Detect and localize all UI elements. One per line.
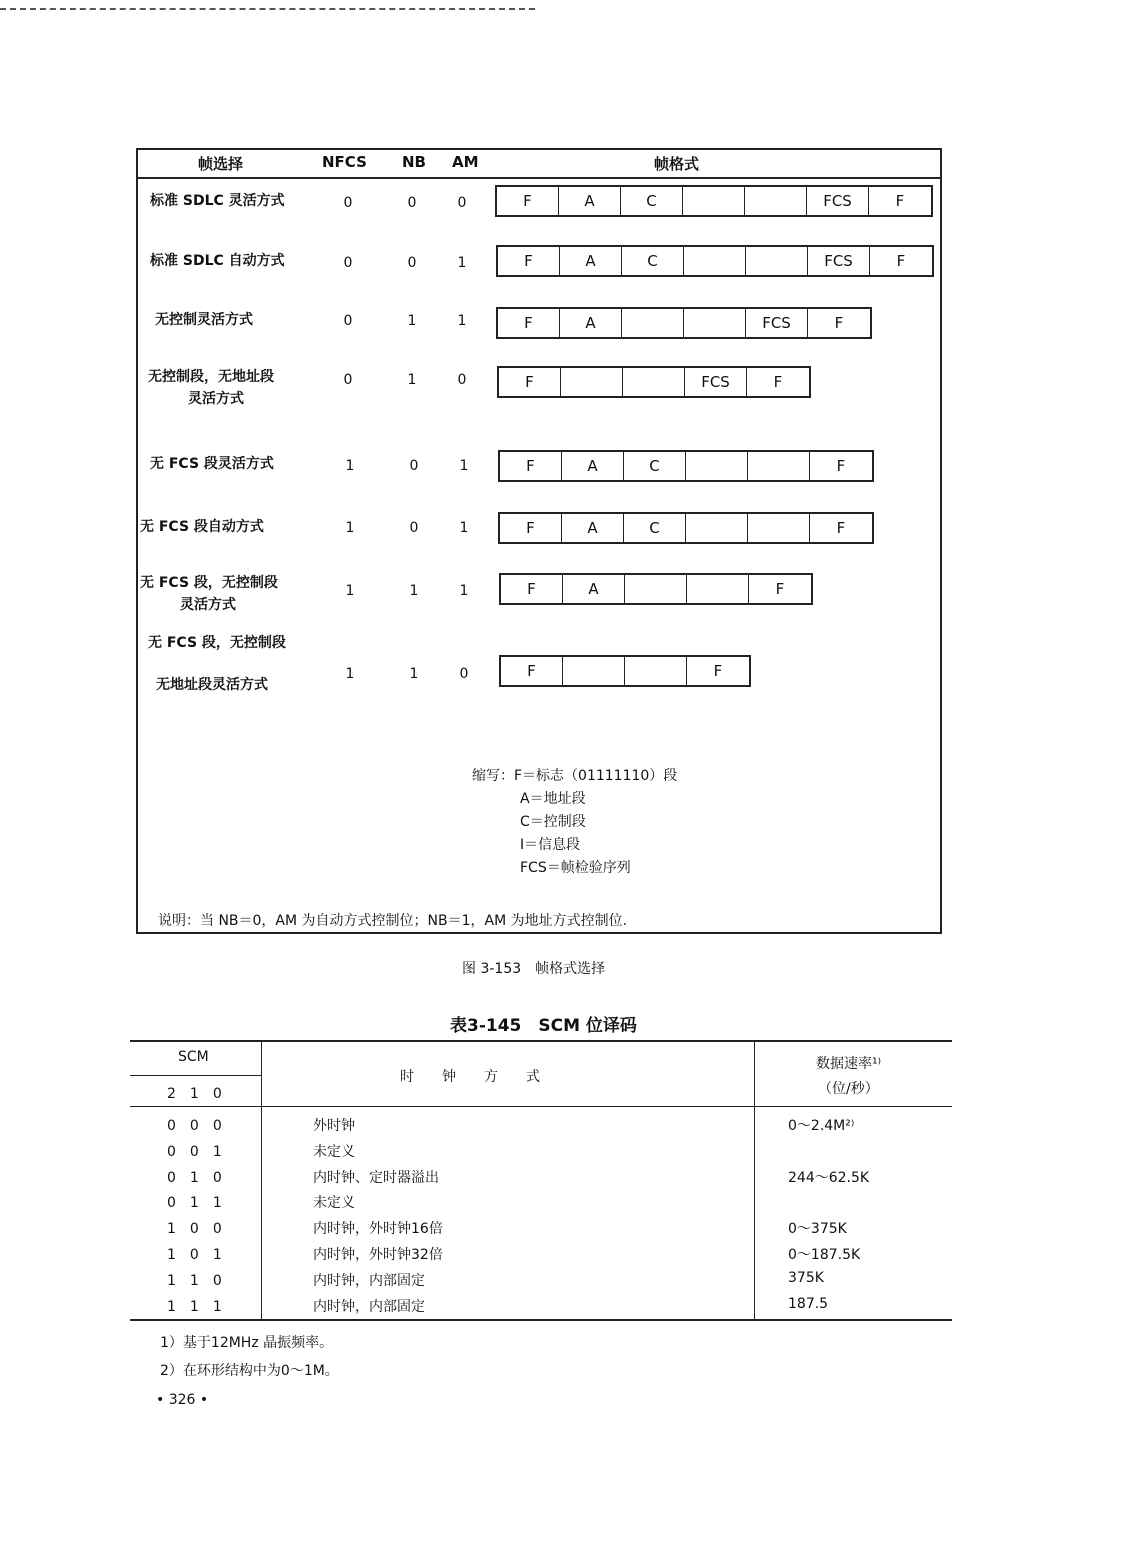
frame-row-nb-value: 0	[409, 520, 419, 536]
frame-field	[745, 187, 807, 215]
frame-format-diagram	[499, 573, 813, 605]
frame-field: F	[775, 580, 785, 598]
table-cell-mode: 内时钟，外时钟32倍	[313, 1247, 443, 1263]
header-nb: NB	[402, 153, 426, 171]
frame-field	[748, 514, 810, 542]
frame-format-diagram	[498, 450, 874, 482]
frame-field	[684, 247, 746, 275]
th-rate-unit: （位/秒）	[818, 1081, 879, 1097]
frame-row-label: 无控制灵活方式	[155, 312, 253, 328]
frame-row-nfcs-value: 0	[343, 195, 353, 211]
frame-field: A	[559, 187, 621, 215]
scm-sub-rule	[130, 1075, 261, 1076]
table-cell-mode: 内时钟、定时器溢出	[313, 1170, 439, 1186]
frame-field	[623, 368, 685, 396]
header-am: AM	[452, 153, 479, 171]
frame-row-nb-value: 0	[409, 458, 419, 474]
table-cell-bits: 1 1 0	[167, 1273, 222, 1289]
frame-row-label: 灵活方式	[180, 597, 236, 613]
frame-row-nb-value: 1	[409, 583, 419, 599]
table-cell-mode: 内时钟，外时钟16倍	[313, 1221, 443, 1237]
frame-field: A	[562, 514, 624, 542]
legend-item: A＝地址段	[520, 791, 586, 807]
table-top-rule	[130, 1040, 952, 1042]
frame-field	[563, 657, 625, 685]
frame-row-nb-value: 0	[407, 195, 417, 211]
frame-row-label: 无 FCS 段，无控制段	[148, 635, 286, 651]
frame-row-nfcs-value: 0	[343, 255, 353, 271]
frame-row-am-value: 0	[459, 666, 469, 682]
frame-field	[622, 309, 684, 337]
frame-row-label: 灵活方式	[188, 391, 244, 407]
frame-row-label: 无 FCS 段，无控制段	[140, 575, 278, 591]
table-cell-bits: 1 0 1	[167, 1247, 222, 1263]
frame-row-nfcs-value: 1	[345, 458, 355, 474]
frame-field: F	[895, 192, 905, 210]
frame-field	[561, 368, 623, 396]
table-bottom-rule	[130, 1319, 952, 1321]
th-clock-mode: 时 钟 方 式	[400, 1069, 540, 1085]
frame-field	[625, 575, 687, 603]
table-cell-rate: 244～62.5K	[788, 1170, 870, 1186]
frame-row-nfcs-value: 0	[343, 372, 353, 388]
frame-field: F	[836, 519, 846, 537]
table-cell-bits: 0 1 1	[167, 1195, 222, 1211]
table-cell-bits: 1 0 0	[167, 1221, 222, 1237]
frame-row-label: 无控制段，无地址段	[148, 369, 274, 385]
table-cell-rate: 0～187.5K	[788, 1247, 861, 1263]
table-cell-mode: 外时钟	[313, 1118, 355, 1134]
header-frame-select: 帧选择	[198, 155, 244, 173]
table-col-divider	[261, 1040, 262, 1319]
table-cell-mode: 内时钟，内部固定	[313, 1299, 425, 1315]
frame-row-nfcs-value: 1	[345, 666, 355, 682]
figure-note: 说明：当 NB＝0，AM 为自动方式控制位；NB＝1，AM 为地址方式控制位.	[158, 913, 628, 929]
frame-field: C	[624, 514, 686, 542]
frame-field	[746, 247, 808, 275]
table-title: 表3-145 SCM 位译码	[450, 1016, 637, 1036]
frame-field: A	[560, 309, 622, 337]
frame-row-nb-value: 1	[409, 666, 419, 682]
table-cell-rate: 375K	[788, 1270, 824, 1286]
footnote: 1）基于12MHz 晶振频率。	[160, 1335, 334, 1351]
frame-row-nb-value: 1	[407, 372, 417, 388]
frame-format-diagram	[497, 366, 811, 398]
frame-format-diagram	[499, 655, 751, 687]
frame-field: F	[834, 314, 844, 332]
figure-caption: 图 3-153 帧格式选择	[462, 961, 606, 977]
frame-field	[684, 309, 746, 337]
frame-field: F	[497, 187, 559, 215]
legend	[472, 765, 677, 880]
frame-row-am-value: 1	[457, 255, 467, 271]
table-header-rule	[130, 1106, 952, 1107]
table-cell-rate: 0～2.4M²⁾	[788, 1118, 855, 1134]
frame-field: F	[713, 662, 723, 680]
frame-row-am-value: 0	[457, 195, 467, 211]
th-bits: 2 1 0	[167, 1086, 222, 1102]
table-cell-rate: 0～375K	[788, 1221, 847, 1237]
frame-field: F	[501, 657, 563, 685]
frame-field: C	[622, 247, 684, 275]
legend-item: FCS＝帧检验序列	[520, 860, 631, 876]
frame-row-label: 无 FCS 段自动方式	[140, 519, 264, 535]
frame-field: C	[624, 452, 686, 480]
frame-field: F	[501, 575, 563, 603]
frame-row-am-value: 1	[457, 313, 467, 329]
table-cell-bits: 1 1 1	[167, 1299, 222, 1315]
frame-field: A	[560, 247, 622, 275]
frame-field: FCS	[746, 309, 808, 337]
table-cell-mode: 未定义	[313, 1144, 355, 1160]
frame-field: FCS	[685, 368, 747, 396]
table-cell-mode: 未定义	[313, 1195, 355, 1211]
frame-row-label: 无地址段灵活方式	[156, 677, 268, 693]
frame-row-label: 无 FCS 段灵活方式	[150, 456, 274, 472]
frame-row-am-value: 0	[457, 372, 467, 388]
frame-field: A	[563, 575, 625, 603]
page-number: • 326 •	[156, 1392, 209, 1408]
frame-field	[683, 187, 745, 215]
frame-field	[686, 452, 748, 480]
frame-row-nfcs-value: 1	[345, 583, 355, 599]
header-frame-format: 帧格式	[654, 155, 700, 173]
frame-format-diagram	[495, 185, 933, 217]
frame-row-am-value: 1	[459, 458, 469, 474]
top-dashed-rule	[0, 8, 535, 10]
frame-field: FCS	[808, 247, 870, 275]
figure-header-divider	[136, 177, 942, 179]
frame-field: F	[773, 373, 783, 391]
frame-field	[687, 575, 749, 603]
table-cell-rate: 187.5	[788, 1296, 829, 1312]
footnote: 2）在环形结构中为0～1M。	[160, 1363, 339, 1379]
table-cell-bits: 0 0 0	[167, 1118, 222, 1134]
legend-item: 缩写：F＝标志（01111110）段	[472, 768, 678, 784]
frame-row-am-value: 1	[459, 520, 469, 536]
frame-field	[748, 452, 810, 480]
frame-field: F	[500, 514, 562, 542]
frame-row-nfcs-value: 1	[345, 520, 355, 536]
frame-row-label: 标准 SDLC 灵活方式	[150, 193, 285, 209]
frame-field: FCS	[807, 187, 869, 215]
frame-row-am-value: 1	[459, 583, 469, 599]
legend-item: I＝信息段	[520, 837, 581, 853]
frame-field: A	[562, 452, 624, 480]
frame-field	[686, 514, 748, 542]
table-cell-bits: 0 1 0	[167, 1170, 222, 1186]
th-scm: SCM	[178, 1049, 209, 1065]
legend-item: C＝控制段	[520, 814, 586, 830]
frame-field: F	[499, 368, 561, 396]
frame-format-diagram	[496, 307, 872, 339]
table-cell-mode: 内时钟，内部固定	[313, 1273, 425, 1289]
frame-row-nb-value: 0	[407, 255, 417, 271]
frame-field: C	[621, 187, 683, 215]
frame-field: F	[498, 309, 560, 337]
frame-row-nb-value: 1	[407, 313, 417, 329]
header-nfcs: NFCS	[322, 153, 367, 171]
frame-format-diagram	[498, 512, 874, 544]
frame-row-nfcs-value: 0	[343, 313, 353, 329]
frame-field: F	[498, 247, 560, 275]
frame-field: F	[896, 252, 906, 270]
table-cell-bits: 0 0 1	[167, 1144, 222, 1160]
table-col-divider	[754, 1040, 755, 1319]
frame-field	[625, 657, 687, 685]
frame-format-diagram	[496, 245, 934, 277]
frame-field: F	[836, 457, 846, 475]
frame-field: F	[500, 452, 562, 480]
frame-row-label: 标准 SDLC 自动方式	[150, 253, 285, 269]
th-data-rate: 数据速率¹⁾	[816, 1056, 882, 1072]
